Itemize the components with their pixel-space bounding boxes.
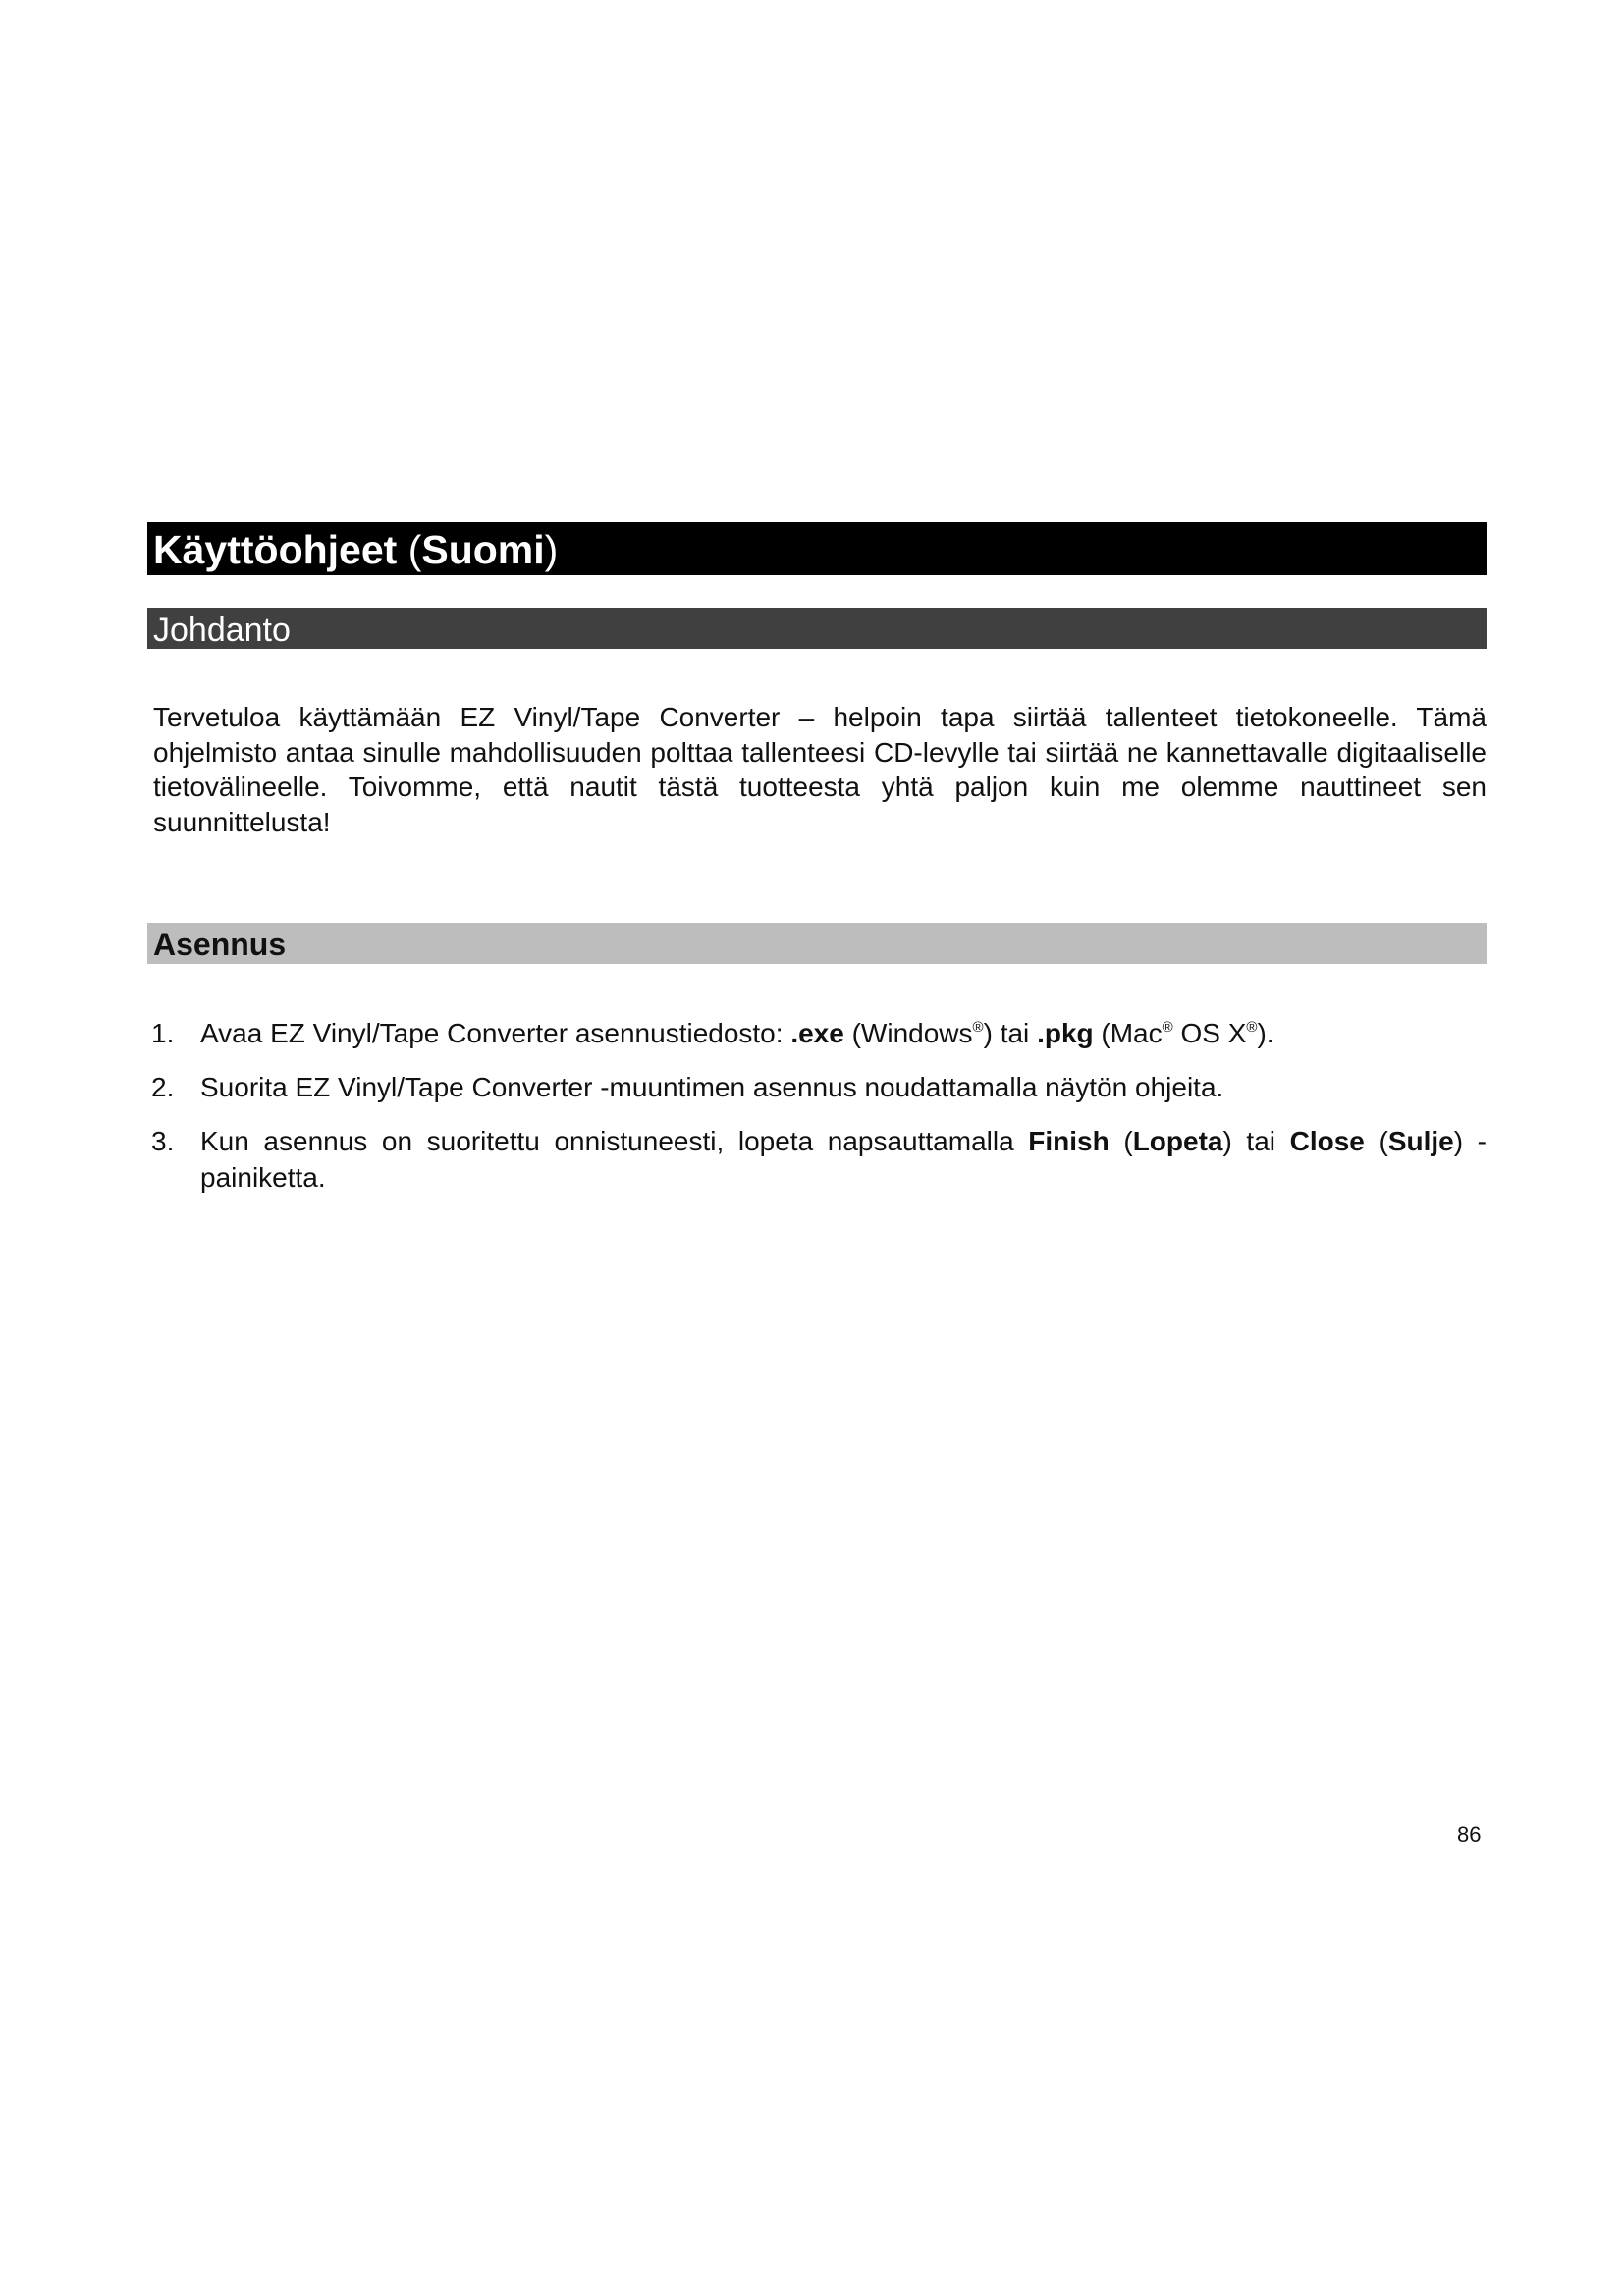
step-text: ( xyxy=(1109,1126,1133,1156)
step-text: Avaa EZ Vinyl/Tape Converter asennustiedosto: xyxy=(200,1018,791,1048)
lopeta-button-label: Lopeta xyxy=(1132,1126,1223,1156)
page-title-paren-close: ) xyxy=(544,527,559,572)
install-step-1 xyxy=(151,1015,1487,1051)
install-steps-list xyxy=(151,1015,1487,1213)
step-text: (Windows xyxy=(843,1018,973,1048)
pkg-extension: .pkg xyxy=(1037,1018,1094,1048)
page-number: 86 xyxy=(1457,1822,1482,1846)
step-text: ) tai xyxy=(1222,1126,1290,1156)
step-number: 3. xyxy=(151,1126,175,1156)
step-text: Suorita EZ Vinyl/Tape Converter -muuntimen asennus noudattamalla näytön ohjeita. xyxy=(200,1072,1224,1102)
step-text: OS X xyxy=(1172,1018,1247,1048)
step-text: Kun asennus on suoritettu onnistuneesti, lopeta napsauttamalla xyxy=(200,1126,1029,1156)
step-text: (Mac xyxy=(1093,1018,1163,1048)
step-number: 1. xyxy=(151,1018,175,1048)
page-title-bar xyxy=(147,522,1487,575)
install-step-2 xyxy=(151,1069,1487,1105)
exe-extension: .exe xyxy=(790,1018,844,1048)
step-number: 2. xyxy=(151,1072,175,1102)
sulje-button-label: Sulje xyxy=(1387,1126,1454,1156)
finish-button-label: Finish xyxy=(1028,1126,1110,1156)
page-title: Käyttöohjeet xyxy=(153,527,398,572)
step-text: ) tai xyxy=(983,1018,1038,1048)
close-button-label: Close xyxy=(1289,1126,1365,1156)
registered-mark: ® xyxy=(972,1019,984,1036)
step-text: ) -painiketta. xyxy=(200,1126,1487,1193)
page-title-paren-open: ( xyxy=(407,527,422,572)
section-heading-intro: Johdanto xyxy=(147,608,1487,649)
step-text: ( xyxy=(1364,1126,1388,1156)
install-step-3 xyxy=(151,1123,1487,1196)
registered-mark: ® xyxy=(1246,1019,1258,1036)
intro-paragraph: Tervetuloa käyttämään EZ Vinyl/Tape Converter – helpoin tapa siirtää tallenteet tietokoneelle. Tämä ohjelmisto antaa sinulle mahdollisuuden polttaa tallenteesi CD-levylle tai siirtää ne kannettavalle digitaaliselle tietovälineelle. Toivomme, että nautit tästä tuotteesta yhtä paljon kuin me olemme nauttineet sen suunnittelusta! xyxy=(153,702,1487,837)
registered-mark: ® xyxy=(1162,1019,1173,1036)
page-title-language: Suomi xyxy=(421,527,545,572)
section-heading-install: Asennus xyxy=(147,923,1487,964)
step-text: ). xyxy=(1257,1018,1274,1048)
